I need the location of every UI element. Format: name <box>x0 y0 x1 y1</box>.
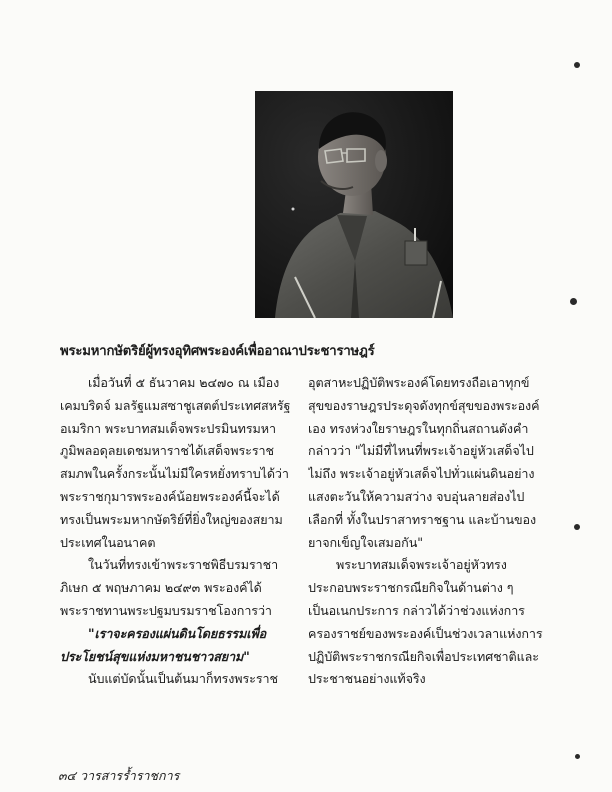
scan-speck <box>574 524 580 530</box>
portrait-illustration <box>255 91 453 318</box>
paragraph-line: ภิเษก ๕ พฤษภาคม ๒๔๙๓ พระองค์ได้ <box>60 580 262 596</box>
paragraph-line: อเมริกา พระบาทสมเด็จพระปรมินทรมหา <box>60 420 276 436</box>
paragraph-line: ประกอบพระราชกรณียกิจในด้านต่าง ๆ <box>308 580 514 596</box>
paragraph-line: ทรงเป็นพระมหากษัตริย์ที่ยิ่งใหญ่ของสยาม <box>60 511 283 527</box>
paragraph-line: เอง ทรงห่วงใยราษฎรในทุกถิ่นสถานดังคำ <box>308 420 529 436</box>
paragraph-line: ประเทศในอนาคต <box>60 534 156 550</box>
body-column-right <box>308 372 550 691</box>
paragraph-line: แสงตะวันให้ความสว่าง จบอุ่นลายส่องไป <box>308 488 525 504</box>
paragraph-line: ประชาชนอย่างแท้จริง <box>308 671 426 687</box>
paragraph-line: สุขของราษฎรประดุจดังทุกข์สุขของพระองค์ <box>308 397 540 413</box>
paragraph-line: ปฏิบัติพระราชกรณียกิจเพื่อประเทศชาติและ <box>308 648 539 664</box>
paragraph-line: ภูมิพลอดุลยเดชมหาราชได้เสด็จพระราช <box>60 443 274 459</box>
paragraph-line: พระราชกุมารพระองค์น้อยพระองค์นี้จะได้ <box>60 488 280 504</box>
paragraph-line: ในวันที่ทรงเข้าพระราชพิธีบรมราชา <box>88 557 279 573</box>
page-footer: ๓๔ วารสารร้ำราชการ <box>58 768 180 783</box>
paragraph-line: เป็นอเนกประการ กล่าวได้ว่าช่วงแห่งการ <box>308 602 525 618</box>
scan-speck <box>570 298 577 305</box>
paragraph-line: เคมบริดจ์ มลรัฐแมสซาชูเสตต์ประเทศสหรัฐ <box>60 397 291 413</box>
paragraph-line: อุตสาหะปฏิบัติพระองค์โดยทรงถือเอาทุกข์ <box>308 375 530 390</box>
photo-caption: พระมหากษัตริย์ผู้ทรงอุทิศพระองค์เพื่ออาณาประชาราษฎร์ <box>60 344 375 359</box>
paragraph-line: เลือกที่ ทั้งในปราสาทราชฐาน และบ้านของ <box>308 511 537 527</box>
royal-quote-line: "เราจะครองแผ่นดินโดยธรรมเพื่อ <box>88 625 267 641</box>
paragraph-line: ไม่ถึง พระเจ้าอยู่หัวเสด็จไปทั่วแผ่นดินอย่าง <box>308 466 535 482</box>
paragraph-line: กล่าวว่า "ไม่มีที่ไหนที่พระเจ้าอยู่หัวเสด็จไป <box>308 443 534 459</box>
paragraph-line: สมภพในครั้งกระนั้นไม่มีใครหยั่งทราบได้ว่า <box>60 466 289 482</box>
paragraph-line: พระราชทานพระปฐมบรมราชโองการว่า <box>60 602 272 618</box>
paragraph-line: ครองราชย์ของพระองค์เป็นช่วงเวลาแห่งการ <box>308 625 543 641</box>
scan-speck <box>575 754 580 759</box>
paragraph-line: เมื่อวันที่ ๕ ธันวาคม ๒๔๗๐ ณ เมือง <box>88 375 280 390</box>
portrait-photo <box>255 91 453 318</box>
royal-quote-line: ประโยชน์สุขแห่งมหาชนชาวสยาม" <box>60 648 250 664</box>
paragraph-line: นับแต่บัดนั้นเป็นต้นมาก็ทรงพระราช <box>88 671 278 687</box>
scan-speck <box>574 62 580 68</box>
paragraph-line: ยาจกเข็ญใจเสมอกัน" <box>308 534 423 550</box>
body-column-left <box>60 372 302 691</box>
paragraph-line: พระบาทสมเด็จพระเจ้าอยู่หัวทรง <box>336 557 507 573</box>
